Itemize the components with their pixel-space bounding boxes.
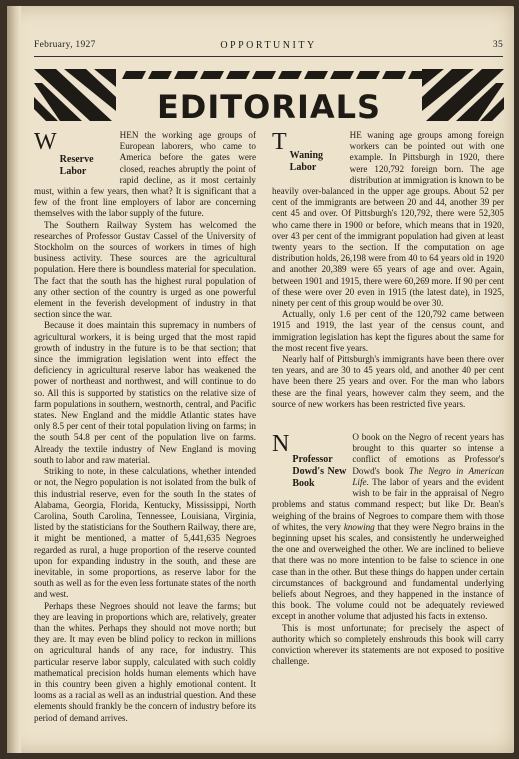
banner-top-dashes	[122, 71, 432, 79]
editorial-column-right	[272, 130, 504, 667]
reserve-labor-paragraph-5: Perhaps these Negroes should not leave the farms; but they are leaving in proportions which are, relatively, greater than the whites. Perhaps they should not move north; but they are. It may even be blind policy to reckon in millions on agricultural hands of any race, for industry. This particular reserve labor supply, calculated with such coldly mathematical precision holds human elements which have in this country been given a highly emotional content. It looms as a racial as well as an industrial question. And these elements should frankly be the concern of industry before its period of demand arrives.	[34, 600, 256, 723]
reserve-labor-paragraph-3: Because it does maintain this supremacy in numbers of agricultural workers, it is being urged that the most rapid growth of industry in the future is to be that section; that since the immigration legislation went into effect the deficiency in agricultural reserve labor has weakened the power of northeast and northwest, and will continue to do so. All this is supported by statistics on the relative size of farm populations in southern, westnorth, central, and Pacific states. New England and the middle Atlantic states have only 8.5 per cent of their total population living on farms; in the south 54.8 per cent of the population live on farms. Already the textile industry of New England is moving south to labor and raw material.	[34, 320, 256, 465]
waning-labor-paragraph-2: Actually, only 1.6 per cent of the 120,792 came between 1915 and 1919, the last year of the census count, and immigration legislation has kept the figures about the same for the most recent five years.	[272, 309, 504, 353]
reserve-labor-paragraph-4: Striking to note, in these calculations, whether intended or not, the Negro population is not isolated from the bulk of this industrial reserve, even for the south In the states of Alabama, Georgia, Florida, Kentucky, Mississippi, North Carolina, South Carolina, Tennessee, Louisiana, Virginia, listed by the statisticians for the Southern Railway, there are, it might be mentioned, a matter of 5,441,635 Negroes regarded as rural, a huge proportion of the reserve counted upon for expanding industry in the south, and these are inevitable, in some proportions, as reserve labor for the south as well as for the even less fortunate states of the north and west.	[34, 466, 256, 600]
page-binding	[7, 6, 21, 753]
page-number: 35	[492, 40, 503, 50]
banner-stripes-right	[422, 69, 504, 121]
running-head	[34, 40, 503, 54]
waning-labor-paragraph-1: T Waning Labor HE waning age groups among foreign workers can be pointed out with one example. In Pittsburgh in 1920, there were 120,792 foreign born. The age distribution at immigration is known to be heavily over-balanced in the upper age groups. About 52 per cent of the immigrants are between 20 and 44, another 39 per cent 45 and over. Of Pittsburgh's 120,792, there were 52,305 who came there in 1900 or before, which means that in 1920, over 43 per cent of the immigrant population had given at least twenty years to the section. If the computation on age distribution holds, 26,198 were from 40 to 64 years old in 1920 and another 20,389 were 65 years of age and over. Again, between 1901 and 1915, there were 60,269 more. If 90 per cent of these were over 20 even in 1915 (the latest date), in 1925, ninety per cent of this group would be over 30.	[272, 129, 504, 309]
header-rule	[34, 56, 503, 57]
banner-stripes-left	[34, 69, 116, 121]
dowd-book-paragraph-2: This is most unfortunate; for precisely the aspect of authority which so completely enshrouds this book will carry conviction wherever its statements are not exposed to positive challenge.	[272, 622, 504, 667]
magazine-title: OPPORTUNITY	[220, 40, 317, 51]
reserve-labor-paragraph-1: W Reserve Labor HEN the working age groups of European laborers, who came to America before the gates were closed, reaches abruptly the point of rapid decline, as it most certainly must, within a few years, then what? It is significant that a few of the front line employers of labor are concerning themselves with the labor supply of the future.	[34, 129, 256, 219]
drop-cap: T	[272, 129, 287, 155]
sidehead-waning-labor: Waning Labor	[289, 150, 324, 173]
editorials-banner	[34, 67, 504, 123]
issue-date: February, 1927	[34, 40, 96, 50]
section-gap	[272, 410, 504, 432]
editorial-column-left	[34, 130, 256, 724]
drop-cap: W	[34, 129, 57, 155]
waning-labor-paragraph-3: Nearly half of Pittsburgh's immigrants have been there over ten years, and are 30 to 45 years old, and another 40 per cent have been there 25 years and over. For the man who labors these are the final years, however calm they seem, and the source of new workers has been restricted five years.	[272, 354, 504, 409]
reserve-labor-paragraph-2: The Southern Railway System has welcomed the researches of Professor Gustav Cassel of the University of Stockholm on the sources of workers in times of high business activity. These sources are the agricultural population. Here there is boundless material for speculation. The fact that the south has the highest rural population of any other section of the country is urged as one powerful element in the feverish development of industry in that section since the war.	[34, 219, 256, 320]
book-title: The Negro in American Life	[352, 465, 504, 487]
drop-cap: N	[272, 431, 290, 458]
sidehead-reserve-labor: Reserve Labor	[59, 154, 94, 177]
sidehead-dowd-book: Professor Dowd's New Book	[292, 454, 347, 490]
banner-title: EDITORIALS	[156, 88, 382, 123]
dowd-book-paragraph-1: N Professor Dowd's New Book O book on the Negro of recent years has brought to this quarter so intense a conflict of emotions as Professor's Dowd's book The Negro in American Life. The labor of years and the evident wish to be fair in the appraisal of Negro problems and status command respect; but like Dr. Bean's weighing of the brains of Negroes to compare them with those of whites, the very knowing that they were Negro brains in the beginning upset his scales, and consistently he underweighed the one and overweighed the other. We are inclined to believe that there was no more intention to be false to science in one case than in the other. But these things do happen under certain circumstances of background and fundamental underlying beliefs about Negroes, and they happened in the instance of this book. The volume could not be adequately reviewed except in another volume that adjusted his facts in extenso.	[272, 431, 504, 622]
